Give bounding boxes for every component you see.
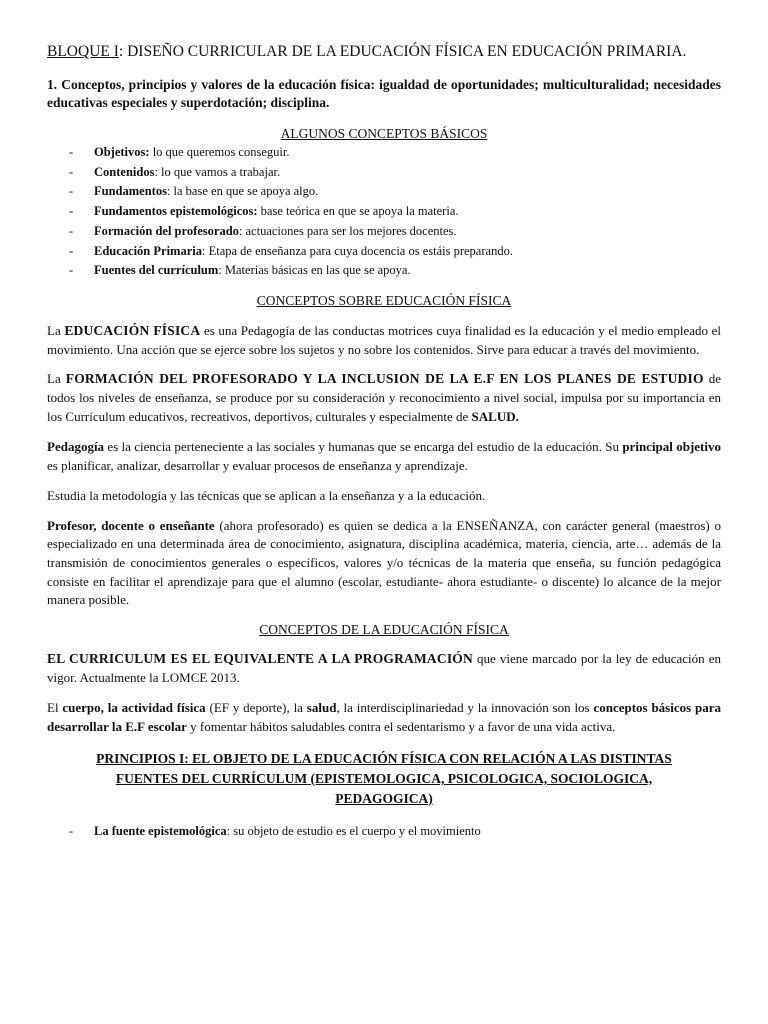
term-label: Educación Primaria [94, 243, 202, 258]
term-definition: : la base en que se apoya algo. [166, 184, 319, 199]
block-label: BLOQUE I [47, 43, 119, 60]
list-item [47, 242, 721, 262]
paragraph-estudia: Estudia la metodología y las técnicas que se aplican a la enseñanza y a la educación. [47, 487, 486, 503]
text-run: y fomentar hábitos saludables contra el sedentarismo y a favor de una vida activa. [186, 719, 616, 735]
paragraph-pedagogia [47, 438, 721, 475]
text-run: La [47, 371, 66, 387]
bold-term: salud [306, 700, 337, 716]
term-label: Fundamentos [94, 184, 167, 199]
list-item [47, 202, 721, 222]
dash-bullet: - [69, 184, 74, 199]
document-title [47, 42, 721, 62]
document-page [47, 42, 721, 842]
paragraph-profesor [47, 517, 721, 611]
term-definition: : Materias básicas en las que se apoya. [218, 263, 411, 278]
dash-bullet: - [69, 145, 74, 159]
bold-term: EDUCACIÓN FÍSICA [64, 322, 201, 338]
term-definition: base teórica en que se apoya la materia. [257, 204, 459, 219]
text-run: es planificar, analizar, desarrollar y evaluar procesos de enseñanza y aprendizaje. [47, 458, 468, 474]
text-run: que viene marcado por la ley de educación en vigor. Actualmente la LOMCE 2013. [47, 651, 721, 685]
text-run: , la interdisciplinariedad y la innovación son los [336, 700, 594, 716]
text-run: es una Pedagogía de las conductas motrices cuya finalidad es la educación y el medio empleado el movimiento. Una acción que se ejerce sobre los sujetos y no sobre los contenidos. Sirve para educar a través del movimiento. [47, 322, 721, 357]
term-label: Fundamentos epistemológicos: [94, 204, 258, 219]
paragraph-cuerpo [47, 699, 721, 736]
text-run: El [47, 700, 63, 716]
dash-bullet: - [69, 823, 74, 838]
term-definition: : actuaciones para ser los mejores docentes. [238, 223, 457, 238]
paragraph-curriculum [47, 650, 721, 687]
term-label: La fuente epistemológica [94, 823, 227, 838]
text-run: (ahora profesorado) es quien se dedica a la ENSEÑANZA, con carácter general (maestros) o especializado en una determinada área de conocimiento, asignatura, disciplina académica, materia, ciencia, arte… además de la transmisión de conocimientos generales o específicos, valores y/o técnicas de la materia que enseña, su función pedagógica consiste en facilitar el aprendizaje para que el alumno (escolar, estudiante- ahora estudiante- o discente) lo alcance de la mejor manera posible. [47, 517, 721, 608]
term-definition: lo que queremos conseguir. [149, 145, 290, 159]
term-definition: : lo que vamos a trabajar. [154, 164, 281, 179]
paragraph-formacion [47, 370, 721, 426]
bold-term: cuerpo, la actividad física [62, 700, 206, 716]
bold-term: Pedagogía [47, 439, 105, 455]
term-definition: : Etapa de enseñanza para cuya docencia os estáis preparando. [201, 243, 513, 258]
list-item [47, 222, 721, 242]
list-item [47, 261, 721, 281]
bold-term: EL CURRICULUM ES EL EQUIVALENTE A LA PROGRAMACIÓN [47, 651, 473, 667]
bold-term: SALUD. [471, 408, 519, 424]
text-run: La [47, 322, 65, 338]
bold-term: FORMACIÓN DEL PROFESORADO Y LA INCLUSION DE LA E.F EN LOS PLANES DE ESTUDIO [65, 371, 704, 387]
dash-bullet: - [69, 243, 74, 258]
list-item [47, 182, 721, 202]
heading-conceptos-ef: CONCEPTOS DE LA EDUCACIÓN FÍSICA [259, 622, 509, 638]
text-run: es la ciencia perteneciente a las sociales y humanas que se encarga del estudio de la educación. Su [104, 439, 623, 455]
term-label: Objetivos: [94, 145, 150, 159]
title-text: : DISEÑO CURRICULAR DE LA EDUCACIÓN FÍSICA EN EDUCACIÓN PRIMARIA. [118, 43, 687, 60]
bold-term: conceptos básicos para desarrollar la E.F escolar [47, 700, 722, 735]
heading-basic-concepts: ALGUNOS CONCEPTOS BÁSICOS [280, 126, 488, 141]
paragraph-educacion-fisica [47, 322, 721, 359]
heading-principios: PRINCIPIOS I: EL OBJETO DE LA EDUCACIÓN FÍSICA CON RELACIÓN A LAS DISTINTAS FUENTES DEL CURRÍCULUM (EPISTEMOLOGICA, PSICOLOGICA, SOCIOLOGICA, PEDAGOGICA) [96, 750, 672, 806]
list-item [47, 163, 721, 183]
heading-ef-concepts: CONCEPTOS SOBRE EDUCACIÓN FÍSICA [256, 292, 512, 308]
text-run: (EF y deporte), la [205, 700, 307, 716]
bold-term: Profesor, docente o enseñante [47, 517, 215, 533]
section-1-heading: 1. Conceptos, principios y valores de la educación física: igualdad de oportunidades; multiculturalidad; necesidades educativas especiales y superdotación; disciplina. [47, 77, 721, 110]
dash-bullet: - [69, 263, 74, 278]
fuentes-list [47, 822, 721, 842]
term-label: Fuentes del currículum [94, 263, 219, 278]
term-definition: : su objeto de estudio es el cuerpo y el movimiento [226, 823, 481, 838]
term-label: Contenidos [94, 164, 155, 179]
dash-bullet: - [69, 164, 74, 179]
text-run: de todos los niveles de enseñanza, se produce por su consideración y reconocimiento a nivel social, impulsa por su importancia en los Currículum educativos, recreativos, deportivos, culturales y especialmente de [47, 371, 721, 424]
term-label: Formación del profesorado [94, 223, 239, 238]
dash-bullet: - [69, 204, 74, 219]
list-item [47, 143, 721, 163]
dash-bullet: - [69, 223, 74, 238]
list-item [47, 822, 721, 842]
bold-term: principal objetivo [622, 439, 721, 455]
basic-concepts-list [47, 143, 721, 281]
